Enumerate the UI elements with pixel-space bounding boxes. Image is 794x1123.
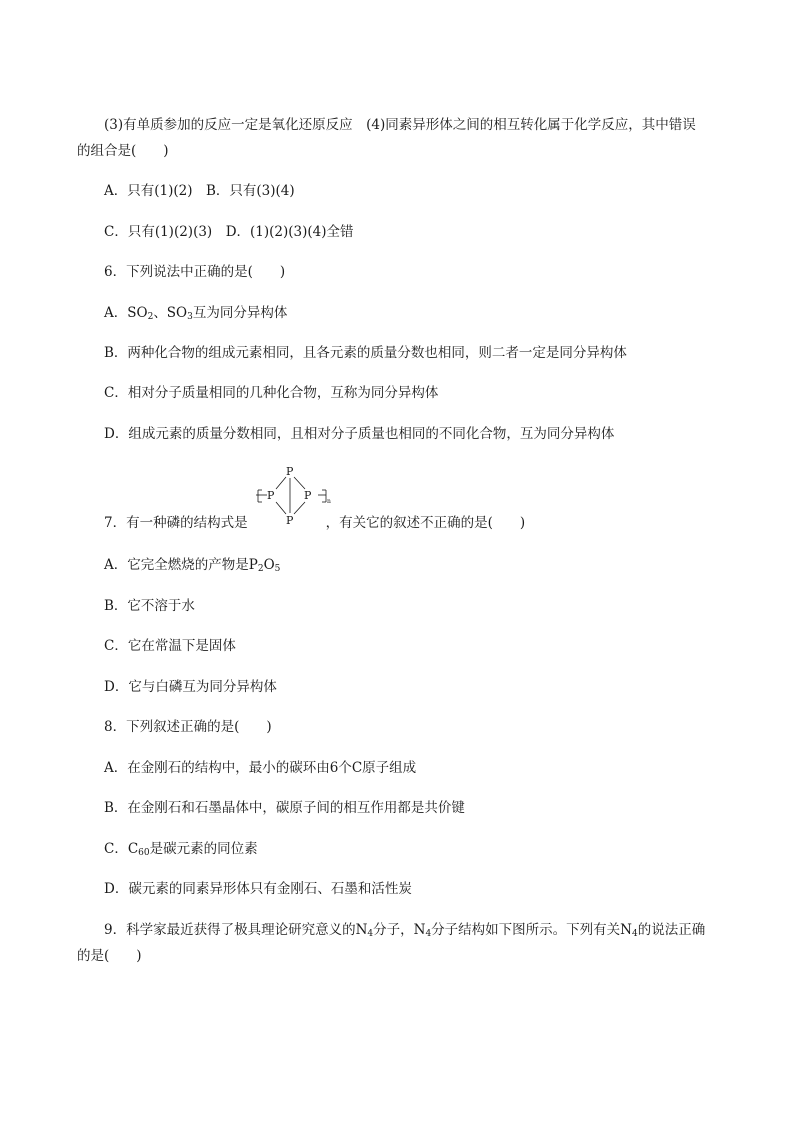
q6a-sub1: 2 xyxy=(147,312,154,322)
q8-option-c xyxy=(104,840,258,862)
q5-options-ab: A．只有(1)(2) B．只有(3)(4) xyxy=(104,183,295,199)
q9-mid: 分子，N xyxy=(373,922,426,938)
q7a-mid: O xyxy=(263,557,275,573)
q6-option-a xyxy=(104,304,287,326)
q8-option-a: A．在金刚石的结构中，最小的碳环由6个C原子组成 xyxy=(104,760,417,776)
q8-stem: 8．下列叙述正确的是( ) xyxy=(104,719,272,735)
q7a-sub2: 5 xyxy=(274,564,281,574)
q6-option-d: D．组成元素的质量分数相同，且相对分子质量也相同的不同化合物，互为同分异构体 xyxy=(104,426,615,442)
q6a-prefix: A．SO xyxy=(104,305,148,321)
p-atom-right: P xyxy=(304,489,312,502)
q9-sub1: 4 xyxy=(367,929,374,939)
q7-stem xyxy=(104,514,525,532)
q8c-sub: 60 xyxy=(138,848,150,858)
q7a-prefix: A．它完全燃烧的产物是P xyxy=(104,557,258,573)
p-atom-left: P xyxy=(267,489,275,502)
q5-options-cd: C．只有(1)(2)(3) D．(1)(2)(3)(4)全错 xyxy=(104,224,354,240)
q6a-suffix: 互为同分异构体 xyxy=(192,305,288,321)
q9-suffix: 的说法正确 xyxy=(637,922,706,938)
q6-option-b: B．两种化合物的组成元素相同，且各元素的质量分数也相同，则二者一定是同分异构体 xyxy=(104,345,627,361)
p-atom-bottom: P xyxy=(286,514,294,527)
q6a-mid: 、SO xyxy=(153,305,188,321)
q5-statement-line: (3)有单质参加的反应一定是氧化还原反应 (4)同素异形体之间的相互转化属于化学反应，其中错误 xyxy=(104,117,696,133)
structure-subscript-n: n xyxy=(327,498,331,505)
q7a-sub1: 2 xyxy=(257,564,264,574)
q5-statement-continuation: 的组合是( ) xyxy=(77,143,169,159)
q7-option-c: C．它在常温下是固体 xyxy=(104,638,236,654)
q9-mid2: 分子结构如下图所示。下列有关N xyxy=(431,922,632,938)
q9-stem-continuation: 的是( ) xyxy=(77,948,142,964)
q6a-sub2: 3 xyxy=(187,312,193,322)
q8c-prefix: C．C xyxy=(104,841,139,857)
q7-option-b: B．它不溶于水 xyxy=(104,598,195,614)
q6-stem: 6．下列说法中正确的是( ) xyxy=(104,264,286,280)
q9-sub3: 4 xyxy=(632,929,638,939)
q8-option-d: D．碳元素的同素异形体只有金刚石、石墨和活性炭 xyxy=(104,881,412,897)
q9-sub2: 4 xyxy=(425,929,432,939)
q7-stem-suffix: ，有关它的叙述不正确的是( ) xyxy=(325,515,526,531)
q8c-suffix: 是碳元素的同位素 xyxy=(149,841,258,857)
q9-prefix: 9．科学家最近获得了极具理论研究意义的N xyxy=(104,922,368,938)
q7-stem-prefix: 7．有一种磷的结构式是 xyxy=(104,515,248,531)
p-atom-top: P xyxy=(286,465,294,478)
q8-option-b: B．在金刚石和石墨晶体中，碳原子间的相互作用都是共价键 xyxy=(104,800,465,816)
q7-option-d: D．它与白磷互为同分异构体 xyxy=(104,679,277,695)
q6-option-c: C．相对分子质量相同的几种化合物，互称为同分异构体 xyxy=(104,385,439,401)
q9-stem xyxy=(104,921,705,943)
q7-option-a xyxy=(104,556,280,578)
